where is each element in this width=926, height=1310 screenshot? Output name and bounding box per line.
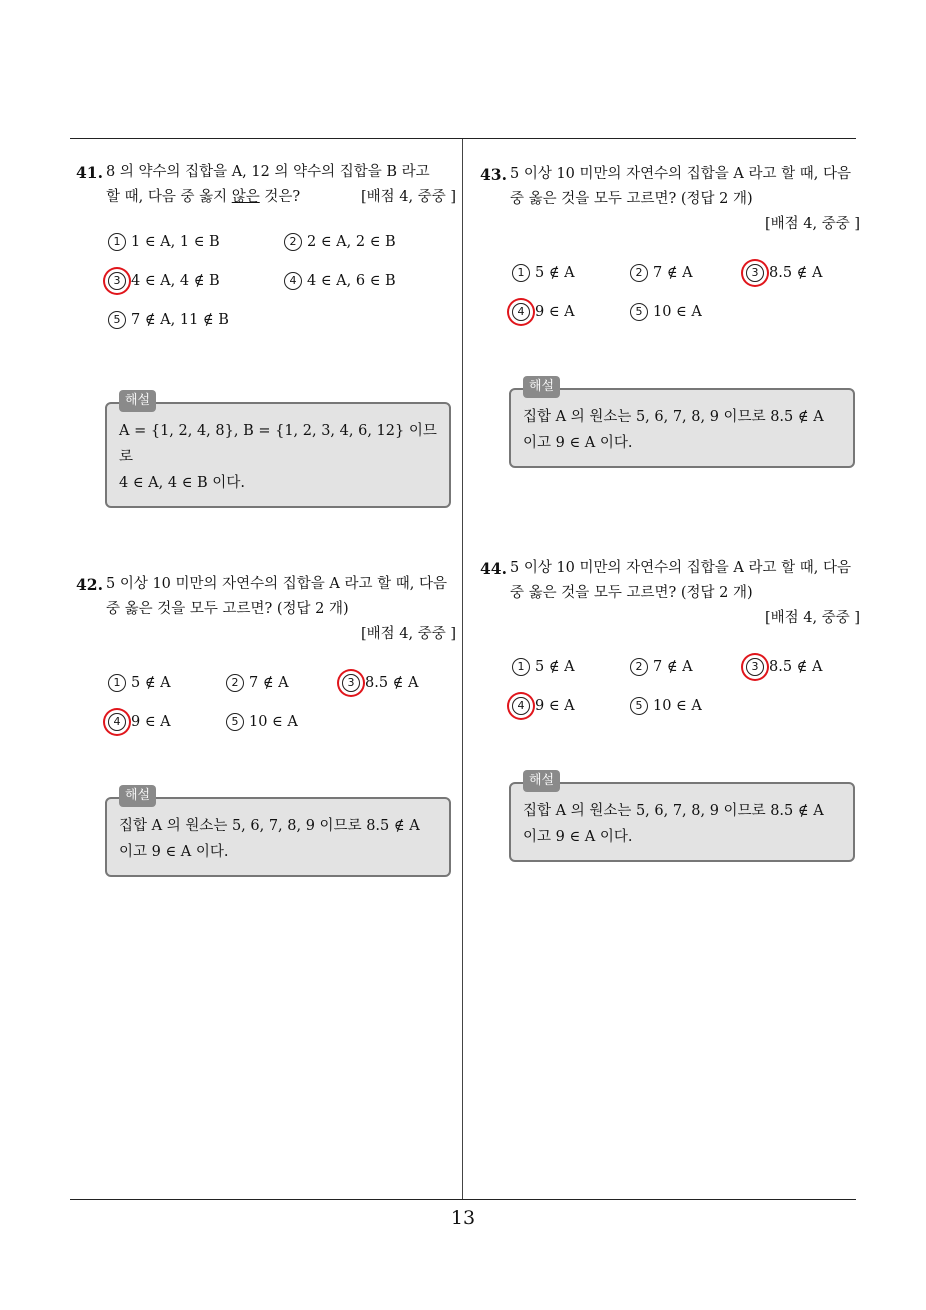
choice-5[interactable] bbox=[630, 300, 702, 325]
choice-3-correct[interactable] bbox=[746, 655, 822, 680]
question-text-part: 것은? bbox=[259, 189, 301, 205]
question-text-line: 중 옳은 것을 모두 고르면? (정답 2 개) bbox=[106, 601, 349, 617]
choice-marker: 5 bbox=[226, 713, 244, 731]
solution-line: 집합 A 의 원소는 5, 6, 7, 8, 9 이므로 8.5 ∉ A bbox=[523, 803, 824, 819]
choice-2[interactable] bbox=[284, 230, 396, 255]
choice-marker: 4 bbox=[284, 272, 302, 290]
choice-text: 9 ∈ A bbox=[131, 714, 171, 730]
choice-text: 8.5 ∉ A bbox=[769, 659, 823, 675]
choice-text: 8.5 ∉ A bbox=[769, 265, 823, 281]
choice-4-correct[interactable] bbox=[512, 694, 575, 719]
choice-text: 7 ∉ A bbox=[653, 659, 693, 675]
choice-marker: 2 bbox=[284, 233, 302, 251]
solution-tag: 해설 bbox=[119, 785, 156, 807]
choice-marker: 5 bbox=[108, 311, 126, 329]
choice-marker: 5 bbox=[630, 697, 648, 715]
choice-1[interactable] bbox=[108, 230, 220, 255]
solution-line: 이고 9 ∈ A 이다. bbox=[119, 844, 229, 860]
choice-5[interactable] bbox=[630, 694, 702, 719]
choice-text: 5 ∉ A bbox=[535, 265, 575, 281]
question-text-line: 8 의 약수의 집합을 A, 12 의 약수의 집합을 B 라고 bbox=[106, 164, 430, 180]
score-label: [배점 4, 중중 ] bbox=[360, 189, 456, 205]
answer-choices bbox=[512, 649, 860, 769]
answer-choices bbox=[108, 224, 456, 344]
choice-marker: 4 bbox=[108, 713, 126, 731]
question-number: 41. bbox=[76, 163, 103, 182]
choice-2[interactable] bbox=[226, 671, 289, 696]
solution-line: 집합 A 의 원소는 5, 6, 7, 8, 9 이므로 8.5 ∉ A bbox=[523, 409, 824, 425]
question-number: 43. bbox=[480, 165, 507, 184]
choice-marker: 2 bbox=[226, 674, 244, 692]
choice-text: 7 ∉ A bbox=[249, 675, 289, 691]
choice-marker: 2 bbox=[630, 658, 648, 676]
choice-text: 5 ∉ A bbox=[535, 659, 575, 675]
choice-4[interactable] bbox=[284, 269, 396, 294]
choice-2[interactable] bbox=[630, 261, 693, 286]
solution-tag: 해설 bbox=[119, 390, 156, 412]
question-43 bbox=[476, 162, 860, 375]
choice-1[interactable] bbox=[512, 655, 575, 680]
choice-text: 4 ∈ A, 6 ∈ B bbox=[307, 273, 396, 289]
underlined-word: 않은 bbox=[231, 189, 260, 205]
choice-text: 8.5 ∉ A bbox=[365, 675, 419, 691]
score-label: [배점 4, 중중 ] bbox=[360, 626, 456, 642]
question-number: 44. bbox=[480, 559, 507, 578]
question-43-stem bbox=[476, 162, 860, 237]
choice-marker: 3 bbox=[746, 264, 764, 282]
question-42 bbox=[72, 572, 456, 785]
choice-4-correct[interactable] bbox=[108, 710, 171, 735]
question-text-line bbox=[106, 185, 456, 210]
choice-marker: 4 bbox=[512, 303, 530, 321]
choice-marker: 1 bbox=[108, 674, 126, 692]
solution-box-41 bbox=[105, 393, 451, 508]
choice-5[interactable] bbox=[108, 308, 229, 333]
score-label: [배점 4, 중중 ] bbox=[764, 216, 860, 232]
question-text-line: 중 옳은 것을 모두 고르면? (정답 2 개) bbox=[510, 585, 753, 601]
choice-2[interactable] bbox=[630, 655, 693, 680]
choice-marker: 1 bbox=[512, 658, 530, 676]
choice-marker: 3 bbox=[342, 674, 360, 692]
solution-tag: 해설 bbox=[523, 376, 560, 398]
question-44-stem bbox=[476, 556, 860, 631]
choice-text: 7 ∉ A, 11 ∉ B bbox=[131, 312, 229, 328]
choice-text: 9 ∈ A bbox=[535, 698, 575, 714]
choice-marker: 4 bbox=[512, 697, 530, 715]
column-divider bbox=[462, 139, 463, 1199]
solution-line: 4 ∈ A, 4 ∈ B 이다. bbox=[119, 475, 245, 491]
bottom-rule bbox=[70, 1199, 856, 1200]
choice-1[interactable] bbox=[108, 671, 171, 696]
choice-3-correct[interactable] bbox=[342, 671, 418, 696]
question-number: 42. bbox=[76, 575, 103, 594]
choice-marker: 1 bbox=[512, 264, 530, 282]
choice-3-correct[interactable] bbox=[746, 261, 822, 286]
page-number: 13 bbox=[450, 1207, 476, 1229]
solution-box-42 bbox=[105, 788, 451, 877]
choice-4-correct[interactable] bbox=[512, 300, 575, 325]
question-44 bbox=[476, 556, 860, 769]
choice-text: 9 ∈ A bbox=[535, 304, 575, 320]
choice-1[interactable] bbox=[512, 261, 575, 286]
solution-line: 집합 A 의 원소는 5, 6, 7, 8, 9 이므로 8.5 ∉ A bbox=[119, 818, 420, 834]
choice-text: 10 ∈ A bbox=[653, 698, 702, 714]
choice-marker: 1 bbox=[108, 233, 126, 251]
solution-line: 이고 9 ∈ A 이다. bbox=[523, 435, 633, 451]
solution-box-43 bbox=[509, 379, 855, 468]
solution-line: 이고 9 ∈ A 이다. bbox=[523, 829, 633, 845]
choice-text: 1 ∈ A, 1 ∈ B bbox=[131, 234, 220, 250]
question-41 bbox=[72, 160, 456, 344]
choice-5[interactable] bbox=[226, 710, 298, 735]
answer-choices bbox=[512, 255, 860, 375]
question-text-line: 5 이상 10 미만의 자연수의 집합을 A 라고 할 때, 다음 bbox=[106, 576, 447, 592]
question-42-stem bbox=[72, 572, 456, 647]
question-text-part: 할 때, 다음 중 옳지 bbox=[106, 189, 232, 205]
choice-marker: 3 bbox=[746, 658, 764, 676]
choice-text: 2 ∈ A, 2 ∈ B bbox=[307, 234, 396, 250]
question-text-line: 중 옳은 것을 모두 고르면? (정답 2 개) bbox=[510, 191, 753, 207]
question-text-line: 5 이상 10 미만의 자연수의 집합을 A 라고 할 때, 다음 bbox=[510, 166, 851, 182]
choice-text: 7 ∉ A bbox=[653, 265, 693, 281]
choice-3-correct[interactable] bbox=[108, 269, 220, 294]
choice-text: 10 ∈ A bbox=[249, 714, 298, 730]
top-rule bbox=[70, 138, 856, 139]
question-41-stem bbox=[72, 160, 456, 210]
choice-text: 10 ∈ A bbox=[653, 304, 702, 320]
question-text-line: 5 이상 10 미만의 자연수의 집합을 A 라고 할 때, 다음 bbox=[510, 560, 851, 576]
choice-marker: 5 bbox=[630, 303, 648, 321]
choice-text: 4 ∈ A, 4 ∉ B bbox=[131, 273, 220, 289]
solution-tag: 해설 bbox=[523, 770, 560, 792]
choice-text: 5 ∉ A bbox=[131, 675, 171, 691]
choice-marker: 3 bbox=[108, 272, 126, 290]
solution-line: A = {1, 2, 4, 8}, B = {1, 2, 3, 4, 6, 12} 이므로 bbox=[119, 423, 437, 465]
choice-marker: 2 bbox=[630, 264, 648, 282]
answer-choices bbox=[108, 665, 456, 785]
score-label: [배점 4, 중중 ] bbox=[764, 610, 860, 626]
solution-box-44 bbox=[509, 773, 855, 862]
